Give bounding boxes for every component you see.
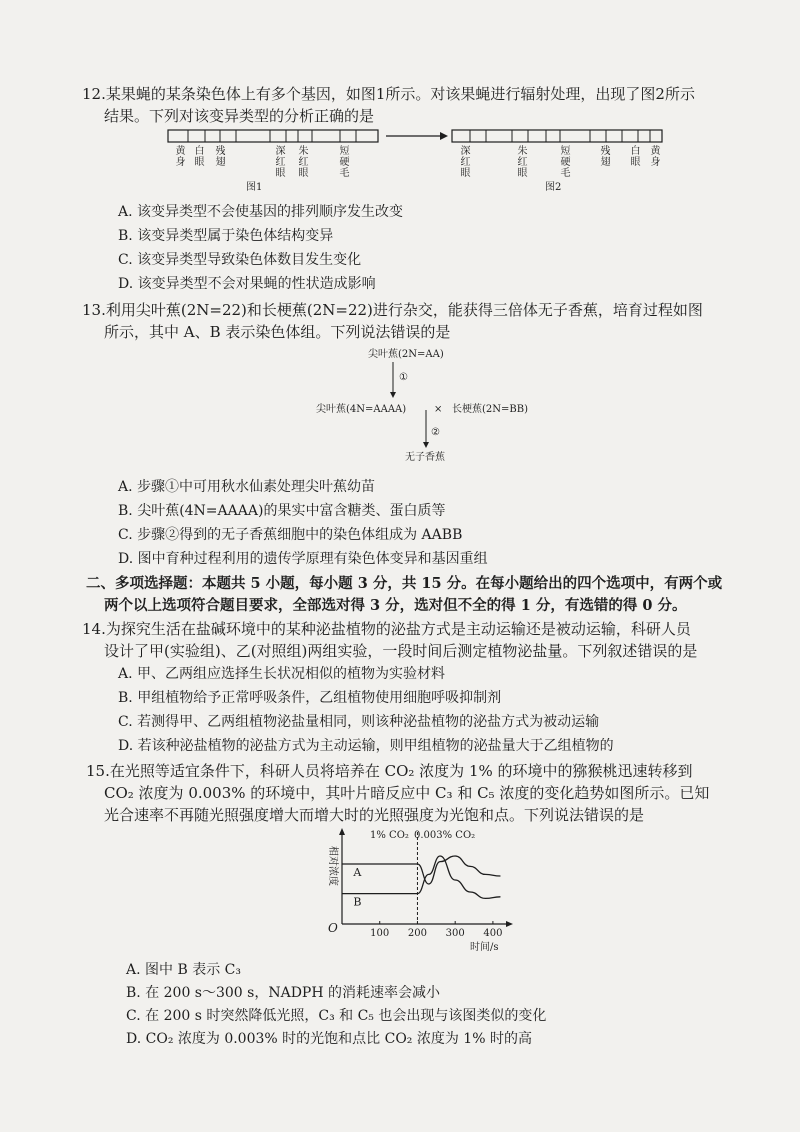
fig1-label: 图1	[246, 182, 263, 193]
q14-option-b: B. 甲组植物给予正常呼吸条件，乙组植物使用细胞呼吸抑制剂	[118, 690, 502, 706]
x-tick-label: 200	[407, 928, 428, 939]
fig1-gene-label: 白眼	[194, 146, 205, 168]
q13-option-c: C. 步骤②得到的无子香蕉细胞中的染色体组成为 AABB	[118, 527, 463, 543]
q15-option-a: A. 图中 B 表示 C₃	[126, 962, 241, 978]
q15-line-chart	[320, 826, 520, 956]
q12-stem-line1: 12.某果蝇的某条染色体上有多个基因，如图1所示。对该果蝇进行辐射处理，出现了图2所示	[82, 85, 695, 103]
fig1-gene-label: 深红眼	[275, 146, 286, 179]
q13-stem-line1: 13.利用尖叶蕉(2N=22)和长梗蕉(2N=22)进行杂交，能获得三倍体无子香蕉，培育过程如图	[82, 301, 703, 319]
series-line-A	[342, 856, 500, 884]
q12-stem-line2: 结果。下列对该变异类型的分析正确的是	[104, 107, 375, 125]
q13-option-a: A. 步骤①中可用秋水仙素处理尖叶蕉幼苗	[118, 479, 376, 495]
q15-stem-line2: CO₂ 浓度为 0.003% 的环境中，其叶片暗反应中 C₃ 和 C₅ 浓度的变化趋势如图所示。已知	[104, 784, 710, 802]
q12-option-d: D. 该变异类型不会对果蝇的性状造成影响	[118, 276, 376, 292]
q14-stem-line2: 设计了甲(实验组)、乙(对照组)两组实验，一段时间后测定植物泌盐量。下列叙述错误的是	[104, 642, 698, 660]
phase-label-2: 0.003% CO₂	[414, 830, 476, 841]
flow-step2: ②	[431, 427, 440, 438]
q13-option-b: B. 尖叶蕉(4N=AAAA)的果实中富含糖类、蛋白质等	[118, 503, 446, 519]
x-tick-label: 100	[370, 928, 390, 939]
x-axis-label: 时间/s	[470, 942, 499, 953]
fig2-gene-label: 朱红眼	[517, 146, 528, 179]
fig2-gene-label: 黄身	[650, 146, 661, 168]
section2-heading-line1: 二、多项选择题：本题共 5 小题，每小题 3 分，共 15 分。在每小题给出的四个选项中，有两个或	[86, 575, 723, 592]
q14-option-c: C. 若测得甲、乙两组植物泌盐量相同，则该种泌盐植物的泌盐方式为被动运输	[118, 714, 600, 730]
fig2-gene-label: 白眼	[630, 146, 641, 168]
section2-heading-line2: 两个以上选项符合题目要求，全部选对得 3 分，选对但不全的得 1 分，有选错的得 0 分。	[104, 597, 687, 614]
q14-stem-line1: 14.为探究生活在盐碱环境中的某种泌盐植物的泌盐方式是主动运输还是被动运输，科研人员	[82, 620, 691, 638]
fig1-gene-label: 残翅	[215, 146, 226, 168]
q15-option-d: D. CO₂ 浓度为 0.003% 时的光饱和点比 CO₂ 浓度为 1% 时的高	[126, 1031, 532, 1047]
chromosome-fig1	[168, 130, 378, 142]
q12-chromosome-figure	[160, 126, 670, 150]
phase-label-1: 1% CO₂	[370, 830, 409, 841]
x-tick-label: 300	[445, 928, 465, 939]
flow-bottom: 无子香蕉	[405, 452, 445, 463]
flow-mid-left: 尖叶蕉(4N=AAAA)	[316, 404, 407, 415]
q15-stem-line3: 光合速率不再随光照强度增大而增大时的光照强度为光饱和点。下列说法错误的是	[104, 806, 645, 824]
series-label-A: A	[353, 866, 362, 879]
q14-option-a: A. 甲、乙两组应选择生长状况相似的植物为实验材料	[118, 666, 446, 682]
q12-option-a: A. 该变异类型不会使基因的排列顺序发生改变	[118, 204, 404, 220]
arrow-head	[440, 132, 448, 140]
flow-mid-right: 长梗蕉(2N=BB)	[452, 404, 528, 415]
flow-top: 尖叶蕉(2N=AA)	[368, 349, 444, 360]
fig2-gene-label: 残翅	[600, 146, 611, 168]
series-line-B	[342, 856, 500, 898]
fig1-gene-label: 黄身	[175, 146, 186, 168]
y-axis-arrow	[339, 828, 345, 835]
series-label-B: B	[353, 895, 362, 909]
fig1-gene-label: 朱红眼	[298, 146, 309, 179]
q15-stem-line1: 15.在光照等适宜条件下，科研人员将培养在 CO₂ 浓度为 1% 的环境中的猕猴桃迅速转移到	[86, 762, 693, 780]
q13-option-d: D. 图中育种过程利用的遗传学原理有染色体变异和基因重组	[118, 551, 488, 567]
q13-stem-line2: 所示，其中 A、B 表示染色体组。下列说法错误的是	[104, 323, 451, 341]
flow-cross: ×	[434, 404, 443, 415]
fig2-gene-label: 短硬毛	[560, 146, 571, 179]
y-axis-label: 相对浓度	[327, 846, 338, 886]
q15-option-b: B. 在 200 s～300 s，NADPH 的消耗速率会减小	[126, 985, 441, 1001]
origin-label: O	[328, 921, 338, 935]
x-tick-label: 400	[483, 928, 503, 939]
q15-option-c: C. 在 200 s 时突然降低光照，C₃ 和 C₅ 也会出现与该图类似的变化	[126, 1008, 547, 1024]
x-axis-arrow	[506, 921, 513, 927]
chromosome-fig2	[452, 130, 662, 142]
q14-option-d: D. 若该种泌盐植物的泌盐方式为主动运输，则甲组植物的泌盐量大于乙组植物的	[118, 738, 614, 754]
q12-option-c: C. 该变异类型导致染色体数目发生变化	[118, 252, 362, 268]
q12-option-b: B. 该变异类型属于染色体结构变异	[118, 228, 334, 244]
fig2-label: 图2	[545, 182, 562, 193]
flow-step1: ①	[399, 372, 408, 383]
fig2-gene-label: 深红眼	[460, 146, 471, 179]
fig1-gene-label: 短硬毛	[339, 146, 350, 179]
